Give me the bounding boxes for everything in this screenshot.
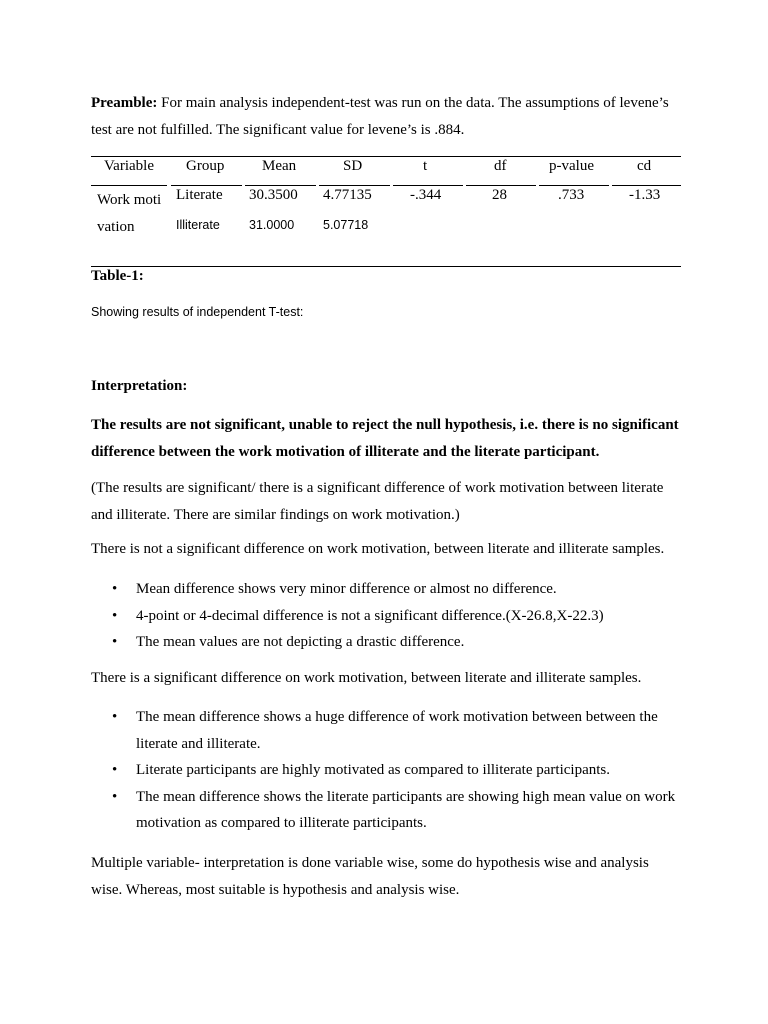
df-cell: 28 [492, 187, 507, 203]
header-underline [539, 185, 609, 186]
bullet-icon: • [112, 607, 118, 624]
multiple-variable-note: Multiple variable- interpretation is done variable wise, some do hypothesis wise and analysis wise. Whereas, most suitable is hypothesis and analysis wise. [91, 855, 649, 898]
list-item [91, 603, 681, 630]
header-underline [612, 185, 681, 186]
column-header-cd: cd [637, 158, 652, 174]
column-header-group: Group [186, 158, 225, 174]
group-cell: Literate [176, 187, 223, 203]
list-item [91, 757, 681, 784]
header-underline [171, 185, 242, 186]
p-value-cell: .733 [558, 187, 585, 203]
column-header-variable: Variable [104, 158, 154, 174]
table-caption-subtitle: Showing results of independent T-test: [91, 305, 304, 319]
header-underline [245, 185, 316, 186]
bullet-icon: • [112, 634, 118, 650]
list-item-text: Literate participants are highly motivated as compared to illiterate participants. [136, 762, 610, 778]
interpretation-heading: Interpretation: [91, 378, 188, 394]
preamble-text: For main analysis independent-test was run on the data. The assumptions of levene’s test are not fulfilled. The significant value for levene’s is .884. [91, 95, 669, 138]
list-item-text: The mean difference shows a huge difference of work motivation between between the literate and illiterate. [136, 709, 658, 752]
bullet-icon: • [112, 709, 118, 725]
preamble-paragraph [91, 90, 681, 143]
list-item [91, 704, 681, 757]
alternative-conclusion: (The results are significant/ there is a significant difference of work motivation between literate and illiterate. There are similar findings on work motivation.) [91, 480, 664, 523]
cd-cell: -1.33 [629, 187, 661, 203]
sd-cell: 4.77135 [323, 187, 372, 203]
mean-cell: 31.0000 [249, 218, 295, 232]
column-header-df: df [494, 158, 507, 174]
bullet-icon: • [112, 762, 118, 778]
variable-cell: Work motivation [97, 192, 162, 235]
bullet-icon: • [112, 581, 118, 597]
group-cell: Illiterate [176, 218, 220, 232]
column-header-sd: SD [343, 158, 363, 174]
not-significant-list [91, 576, 681, 656]
header-underline [466, 185, 536, 186]
column-header-mean: Mean [262, 158, 297, 174]
interpretation-conclusion: The results are not significant, unable to reject the null hypothesis, i.e. there is no significant difference between the work motivation of illiterate and the literate participant. [91, 417, 679, 460]
list-item [91, 629, 681, 656]
table-caption-title: Table-1: [91, 268, 144, 284]
header-underline [319, 185, 390, 186]
table-bottom-rule [91, 266, 681, 267]
column-header-t: t [423, 158, 428, 174]
bullet-icon: • [112, 788, 118, 805]
list-item-text: 4-point or 4-decimal difference is not a significant difference.(X-26.8,X-22.3) [136, 607, 604, 624]
sd-cell: 5.07718 [323, 218, 369, 232]
mean-cell: 30.3500 [249, 187, 298, 203]
header-underline [91, 185, 167, 186]
column-header-p-value: p-value [549, 158, 594, 174]
t-cell: -.344 [410, 187, 442, 203]
list-item-text: The mean values are not depicting a drastic difference. [136, 634, 465, 650]
header-underline [393, 185, 463, 186]
list-item-text: The mean difference shows the literate participants are showing high mean value on work motivation as compared to illiterate participants. [136, 788, 676, 831]
preamble-label: Preamble: [91, 95, 158, 111]
significant-list [91, 704, 681, 837]
list-item [91, 576, 681, 603]
table-top-rule [91, 156, 681, 157]
list-item [91, 784, 681, 837]
list-item-text: Mean difference shows very minor difference or almost no difference. [136, 581, 557, 597]
significant-heading: There is a significant difference on work motivation, between literate and illiterate samples. [91, 670, 642, 686]
not-significant-heading: There is not a significant difference on work motivation, between literate and illiterate samples. [91, 541, 665, 557]
